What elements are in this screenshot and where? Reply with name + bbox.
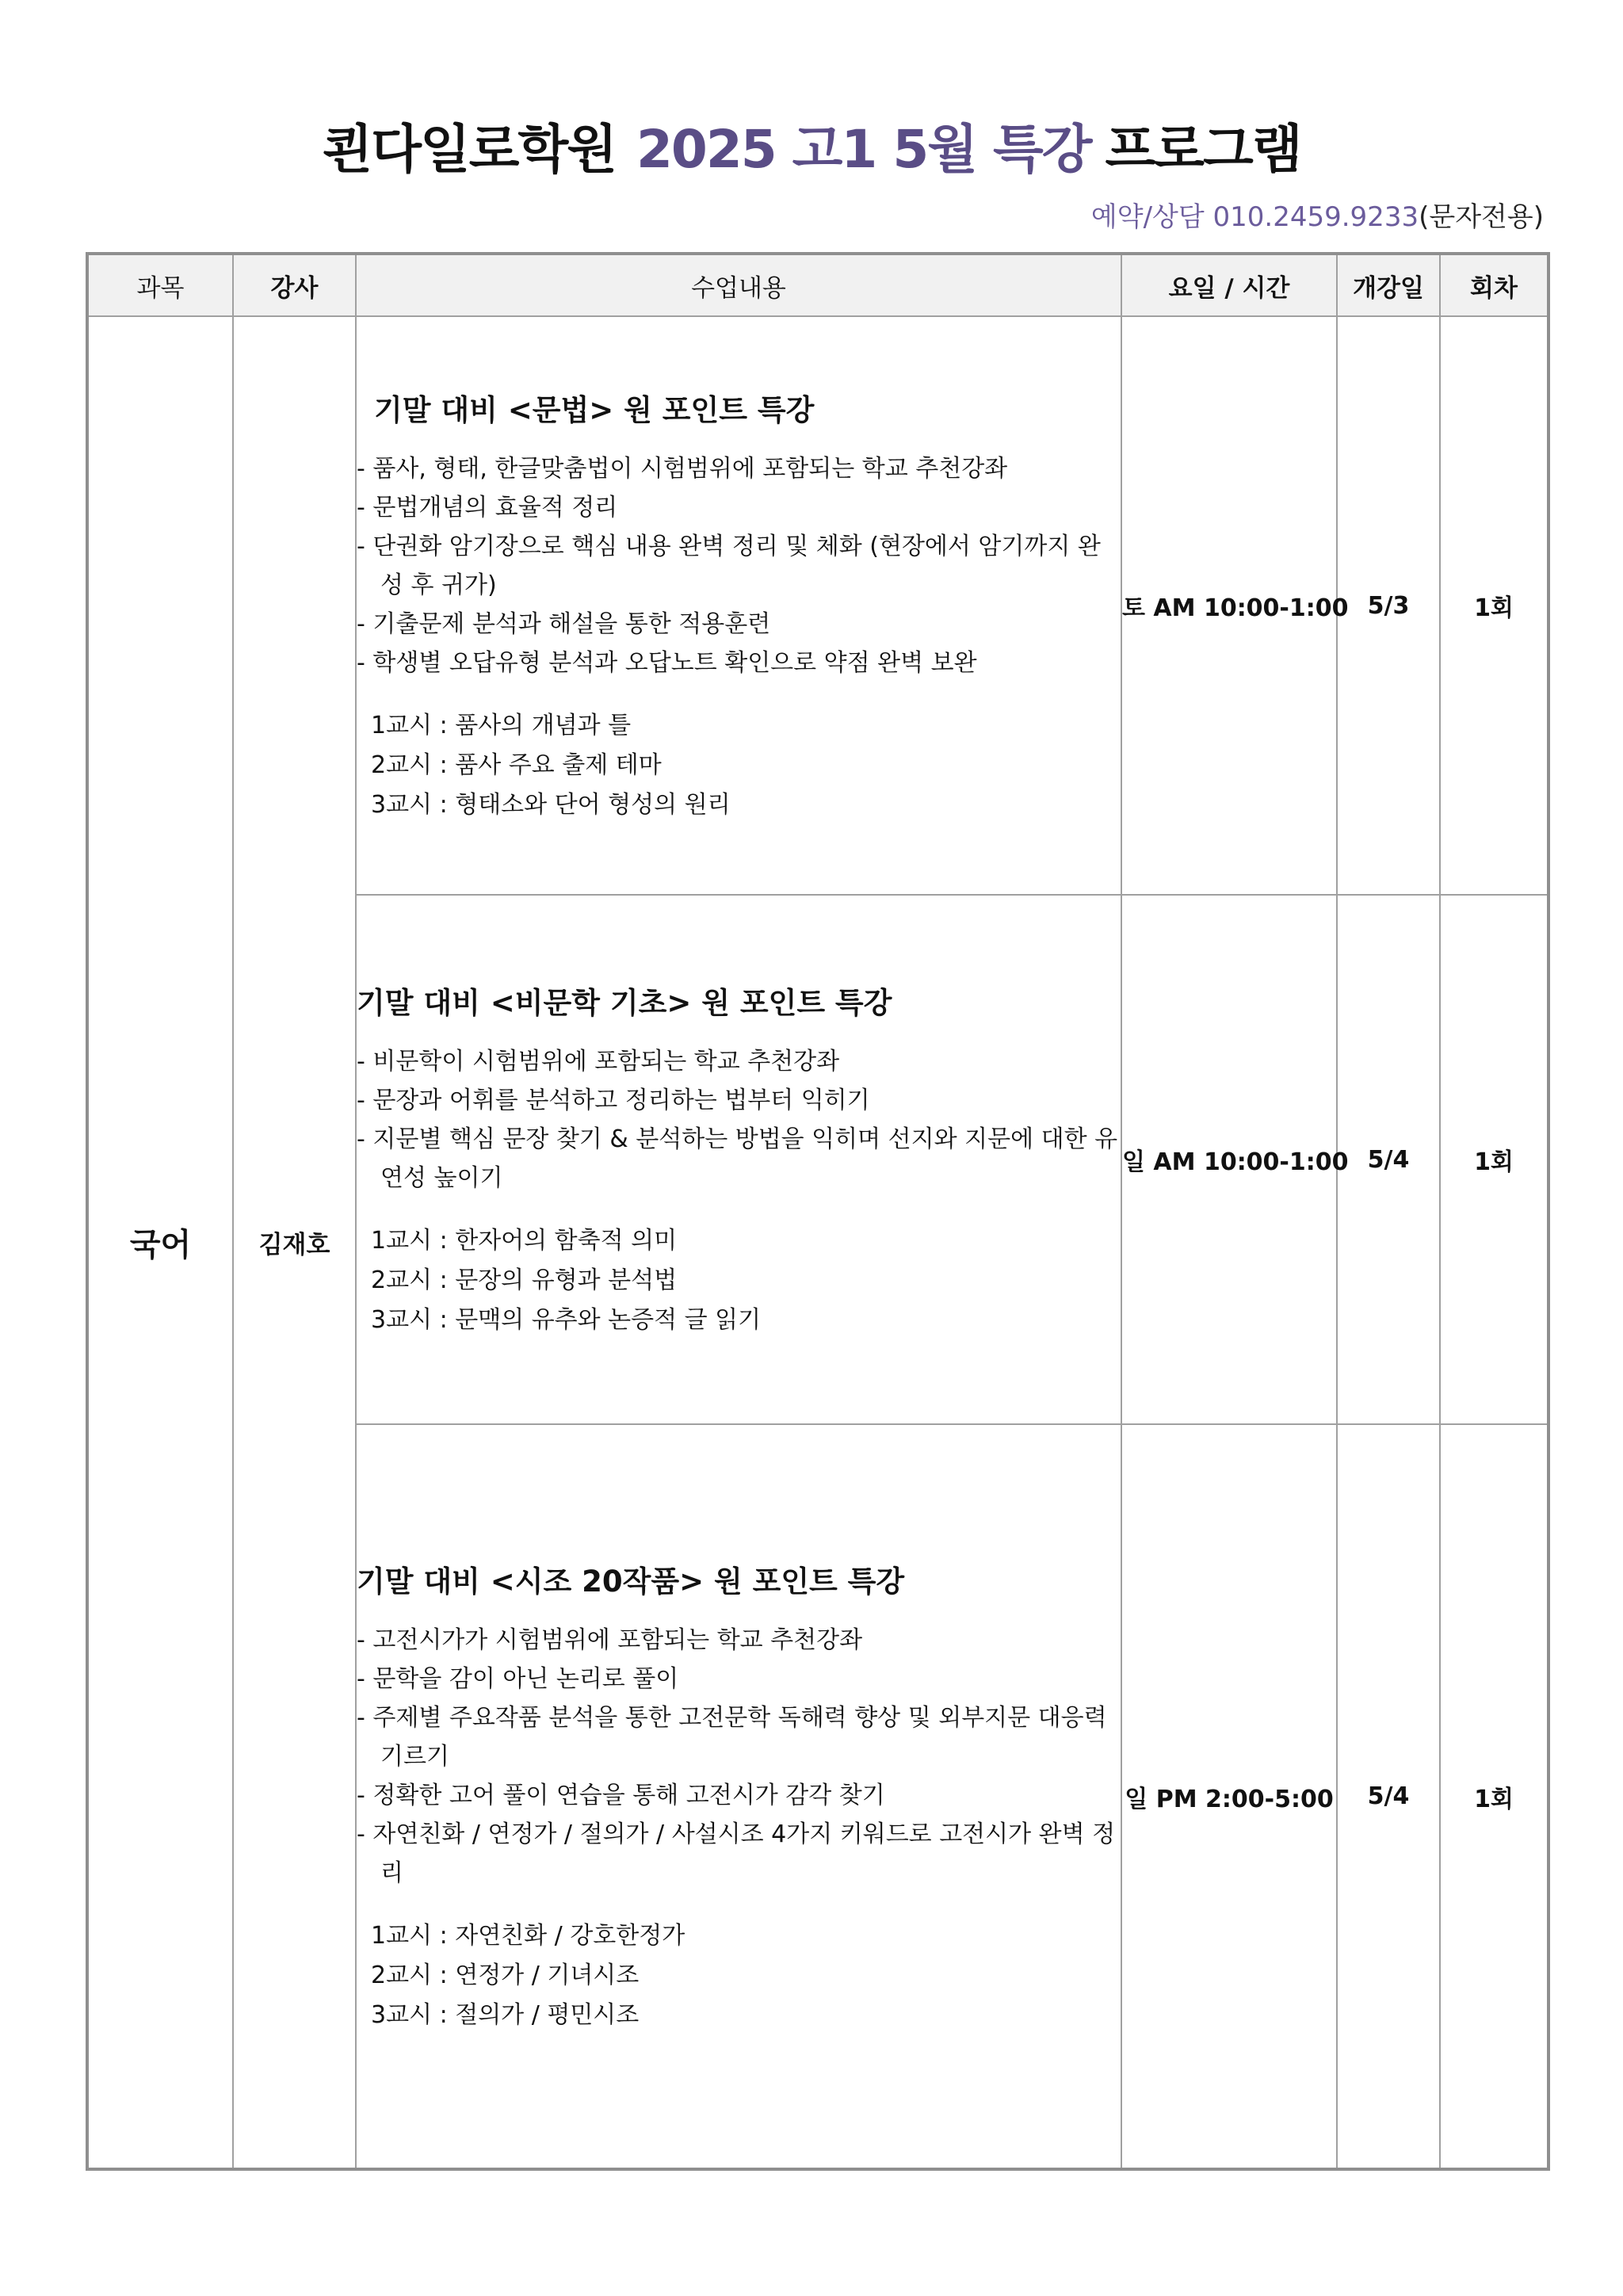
start-date-cell: 5/4 (1337, 895, 1440, 1424)
course-title: 기말 대비 <문법> 원 포인트 특강 (374, 393, 815, 427)
course-title: 기말 대비 <비문학 기초> 원 포인트 특강 (357, 986, 892, 1020)
period-item: 2교시 : 품사 주요 출제 테마 (371, 751, 662, 779)
course-title: 기말 대비 <시조 20작품> 원 포인트 특강 (357, 1564, 905, 1599)
contact-phone: 예약/상담 010.2459.9233 (1090, 201, 1419, 233)
schedule-cell: 토 AM 10:00-1:00 (1121, 316, 1337, 895)
bullet-item: - 자연친화 / 연정가 / 절의가 / 사설시조 4가지 키워드로 고전시가 완벽 정리 (357, 1820, 1116, 1887)
col-content: 수업내용 (356, 254, 1121, 316)
bullet-item: - 문장과 어휘를 분석하고 정리하는 법부터 익히기 (357, 1087, 870, 1114)
period-item: 3교시 : 절의가 / 평민시조 (371, 2001, 640, 2029)
title-tail: 프로그램 (1105, 119, 1301, 180)
period-item: 3교시 : 문맥의 유추와 논증적 글 읽기 (371, 1306, 762, 1334)
sessions-cell: 1회 (1440, 895, 1549, 1424)
contact-note: (문자전용) (1419, 201, 1544, 233)
period-item: 2교시 : 연정가 / 기녀시조 (371, 1962, 640, 1989)
title-academy: 쾬다일로학원 (322, 119, 616, 180)
bullet-item: - 학생별 오답유형 분석과 오답노트 확인으로 약점 완벽 보완 (357, 649, 977, 677)
bullet-item: - 단권화 암기장으로 핵심 내용 완벽 정리 및 체화 (현장에서 암기까지 완성 후 귀가) (357, 533, 1101, 599)
course-content (356, 316, 1121, 895)
sessions-cell: 1회 (1440, 1424, 1549, 2169)
col-schedule: 요일 / 시간 (1121, 254, 1337, 316)
bullet-item: - 고전시가가 시험범위에 포함되는 학교 추천강좌 (357, 1626, 863, 1654)
contact-info (1091, 195, 1544, 234)
course-bullets (357, 1042, 1121, 1198)
bullet-item: - 품사, 형태, 한글맞춤법이 시험범위에 포함되는 학교 추천강좌 (357, 455, 1008, 483)
col-subject: 과목 (87, 254, 233, 316)
bullet-item: - 비문학이 시험범위에 포함되는 학교 추천강좌 (357, 1048, 840, 1075)
bullet-item: - 정확한 고어 풀이 연습을 통해 고전시가 감각 찾기 (357, 1782, 885, 1809)
period-item: 1교시 : 한자어의 함축적 의미 (371, 1227, 678, 1255)
period-item: 2교시 : 문장의 유형과 분석법 (371, 1266, 678, 1294)
period-list (357, 1916, 1121, 2035)
col-sessions: 회차 (1440, 254, 1549, 316)
schedule-table (86, 252, 1550, 2171)
bullet-item: - 주제별 주요작품 분석을 통한 고전문학 독해력 향상 및 외부지문 대응력 기르기 (357, 1704, 1107, 1771)
schedule-cell: 일 PM 2:00-5:00 (1121, 1424, 1337, 2169)
start-date-cell: 5/3 (1337, 316, 1440, 895)
teacher-cell: 김재호 (233, 316, 356, 2169)
sessions-cell: 1회 (1440, 316, 1549, 895)
col-teacher: 강사 (233, 254, 356, 316)
bullet-item: - 문학을 감이 아닌 논리로 풀이 (357, 1665, 679, 1693)
period-list (357, 706, 1121, 825)
table-header-row (87, 254, 1549, 316)
period-item: 3교시 : 형태소와 단어 형성의 원리 (371, 791, 731, 819)
page-title (0, 107, 1623, 182)
title-program: 2025 고1 5월 특강 (636, 119, 1091, 180)
col-start-date: 개강일 (1337, 254, 1440, 316)
period-list (357, 1221, 1121, 1340)
schedule-cell: 일 AM 10:00-1:00 (1121, 895, 1337, 1424)
start-date-cell: 5/4 (1337, 1424, 1440, 2169)
bullet-item: - 지문별 핵심 문장 찾기 & 분석하는 방법을 익히며 선지와 지문에 대한 유연성 높이기 (357, 1125, 1118, 1192)
course-bullets (357, 449, 1121, 682)
bullet-item: - 문법개념의 효율적 정리 (357, 494, 618, 521)
course-content (356, 895, 1121, 1424)
subject-cell: 국어 (87, 316, 233, 2169)
period-item: 1교시 : 자연친화 / 강호한정가 (371, 1922, 685, 1950)
table-row (87, 316, 1549, 895)
period-item: 1교시 : 품사의 개념과 틀 (371, 712, 632, 739)
course-bullets (357, 1621, 1121, 1893)
bullet-item: - 기출문제 분석과 해설을 통한 적용훈련 (357, 610, 771, 638)
course-content (356, 1424, 1121, 2169)
